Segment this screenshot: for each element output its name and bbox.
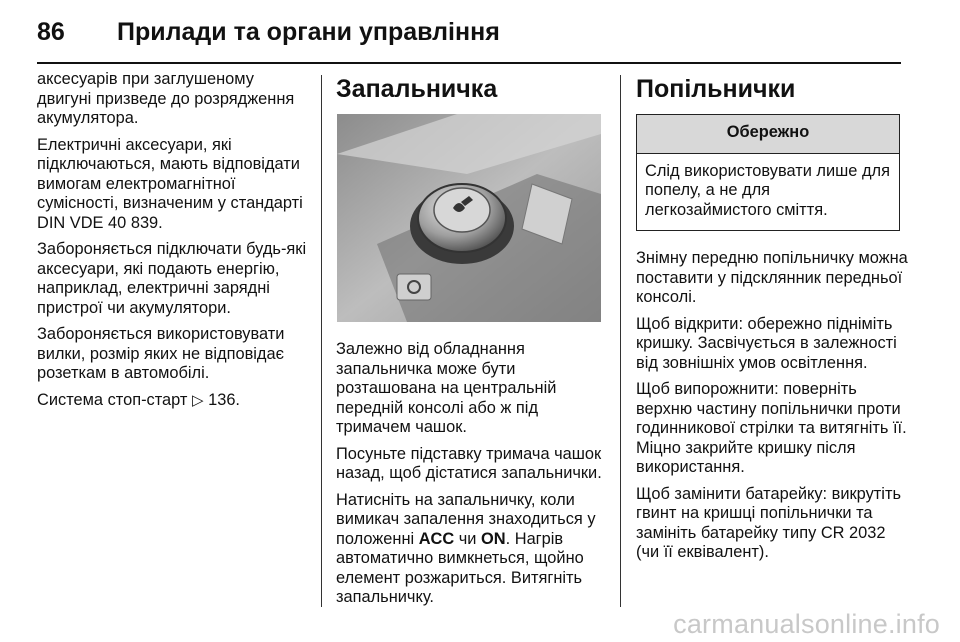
column-left xyxy=(37,70,309,417)
paragraph: Знімну передню попільничку можна поставити у підсклянник передньої консолі. xyxy=(636,249,908,306)
section-heading-lighter: Запальничка xyxy=(336,75,498,103)
text-run: чи xyxy=(454,529,482,548)
cigarette-lighter-photo xyxy=(337,114,601,322)
paragraph: аксесуарів при заглушеному двигуні призведе до розрядження акумулятора. xyxy=(37,70,295,127)
paragraph: Щоб випорожнити: поверніть верхню частину попільнички проти годинникової стрілки та витягніть її. Міцно закрийте кришку після використання. xyxy=(636,380,907,476)
header-divider xyxy=(37,62,901,64)
reference-page: 136. xyxy=(203,390,240,409)
caution-body: Слід використовувати лише для попелу, а не для легкозаймистого сміття. xyxy=(645,161,890,219)
paragraph: Залежно від обладнання запальничка може бути розташована на центральній передній консолі або ж під тримачем чашок. xyxy=(336,340,557,436)
ignition-on-label: ON xyxy=(481,529,506,548)
column-divider-1 xyxy=(321,75,322,607)
cigarette-lighter-illustration xyxy=(337,114,601,322)
column-divider-2 xyxy=(620,75,621,607)
page-reference-icon: ▷ xyxy=(191,391,204,409)
watermark: carmanualsonline.info xyxy=(673,609,940,639)
text-run: Натисніть на запальничку, коли вимикач запалення знаходиться у положенні xyxy=(336,490,596,548)
text-run: . Нагрів автоматично вимкнеться, щойно елемент розжариться. Витягніть запальничку. xyxy=(336,529,584,606)
caution-title: Обережно xyxy=(637,115,899,154)
paragraph: Забороняється використовувати вилки, розмір яких не відповідає розеткам в автомобілі. xyxy=(37,325,285,382)
paragraph-reference xyxy=(37,391,309,411)
paragraph: Електричні аксесуари, які підключаються, мають відповідати вимогам електромагнітної сумісності, визначеним у стандарті DIN VDE 40 839. xyxy=(37,135,303,232)
section-heading-ashtrays: Попільнички xyxy=(636,75,796,103)
ignition-acc-label: ACC xyxy=(418,529,455,548)
column-right xyxy=(636,70,908,570)
column-middle xyxy=(336,70,608,615)
paragraph xyxy=(336,491,608,608)
caution-box xyxy=(636,114,900,231)
page-title: Прилади та органи управління xyxy=(117,18,500,46)
reference-text: Система стоп-старт xyxy=(37,390,192,409)
paragraph: Забороняється підключати будь-які аксесуари, які подають енергію, наприклад, електричні зарядні пристрої чи акумулятори. xyxy=(37,240,307,317)
page-number: 86 xyxy=(37,18,65,46)
paragraph: Щоб замінити батарейку: викрутіть гвинт на кришці попільнички та замініть батарейку типу CR 2032 (чи її еквівалент). xyxy=(636,484,901,561)
paragraph: Щоб відкрити: обережно підніміть кришку. Засвічується в залежності від зовнішніх умов освітлення. xyxy=(636,314,897,372)
paragraph: Посуньте підставку тримача чашок назад, щоб дістатися запальнички. xyxy=(336,444,602,482)
